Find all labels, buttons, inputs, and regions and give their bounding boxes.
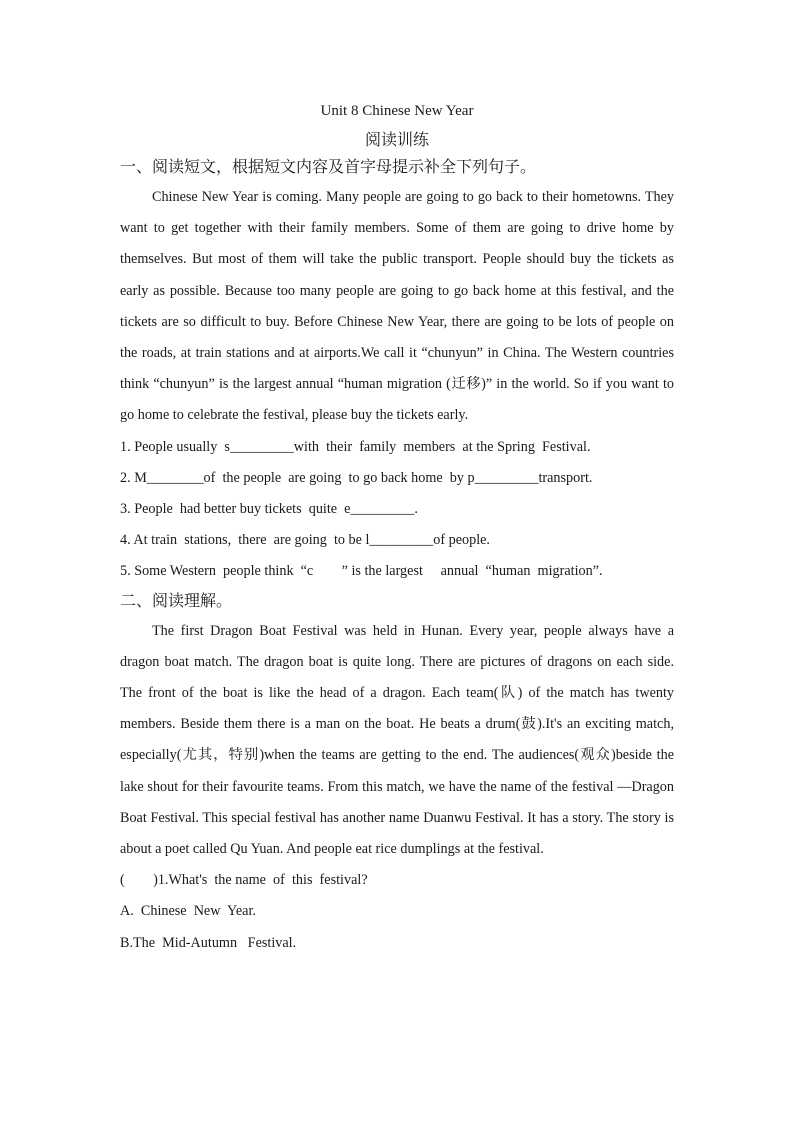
section-1-passage: Chinese New Year is coming. Many people are going to go back to their hometowns. They want to get together with their family members. Some of them are going to drive home by themselves. But most of them will take the public transport. People should buy the tickets as early as possible. Because too many people are going to go back home at this festival, and the tickets are so difficult to buy. Before Chinese New Year, there are going to be lots of people on the roads, at train stations and at airports.We call it “chunyun” in China. The Western countries think “chunyun” is the largest annual “human migration (迁移)” in the world. So if you want to go home to celebrate the festival, please buy the tickets early. [120,189,674,424]
question-4: 4. At train stations, there are going to be l_________of people. [120,532,490,549]
comprehension-question-1: ( )1.What's the name of this festival? [120,872,368,889]
document-content [120,100,674,959]
page-subtitle: 阅读训练 [364,132,429,149]
section-2-passage: The first Dragon Boat Festival was held in Hunan. Every year, people always have a dragon boat match. The dragon boat is quite long. There are pictures of dragons on each side. The front of the boat is like the head of a dragon. Each team(队) of the match has twenty members. Beside them there is a man on the boat. He beats a drum(鼓).It's an exciting match, especially(尤其，特别)when the teams are getting to the end. The audiences(观众)beside the lake shout for their favourite teams. From this match, we have the name of the festival —Dragon Boat Festival. This special festival has another name Duanwu Festival. It has a story. The story is about a poet called Qu Yuan. And people eat rice dumplings at the festival. [120,622,674,858]
question-5: 5. Some Western people think “c ” is the largest annual “human migration”. [120,563,603,580]
question-2: 2. M________of the people are going to go back home by p_________transport. [120,469,593,486]
section-1-heading: 一、阅读短文，根据短文内容及首字母提示补全下列句子。 [120,159,537,176]
option-a: A. Chinese New Year. [120,903,256,920]
unit-title: Unit 8 Chinese New Year [320,103,474,119]
question-1: 1. People usually s_________with their family members at the Spring Festival. [120,438,591,455]
option-b: B.The Mid-Autumn Festival. [120,934,297,951]
question-3: 3. People had better buy tickets quite e_________. [120,501,418,518]
section-2-heading: 二、阅读理解。 [120,592,233,610]
